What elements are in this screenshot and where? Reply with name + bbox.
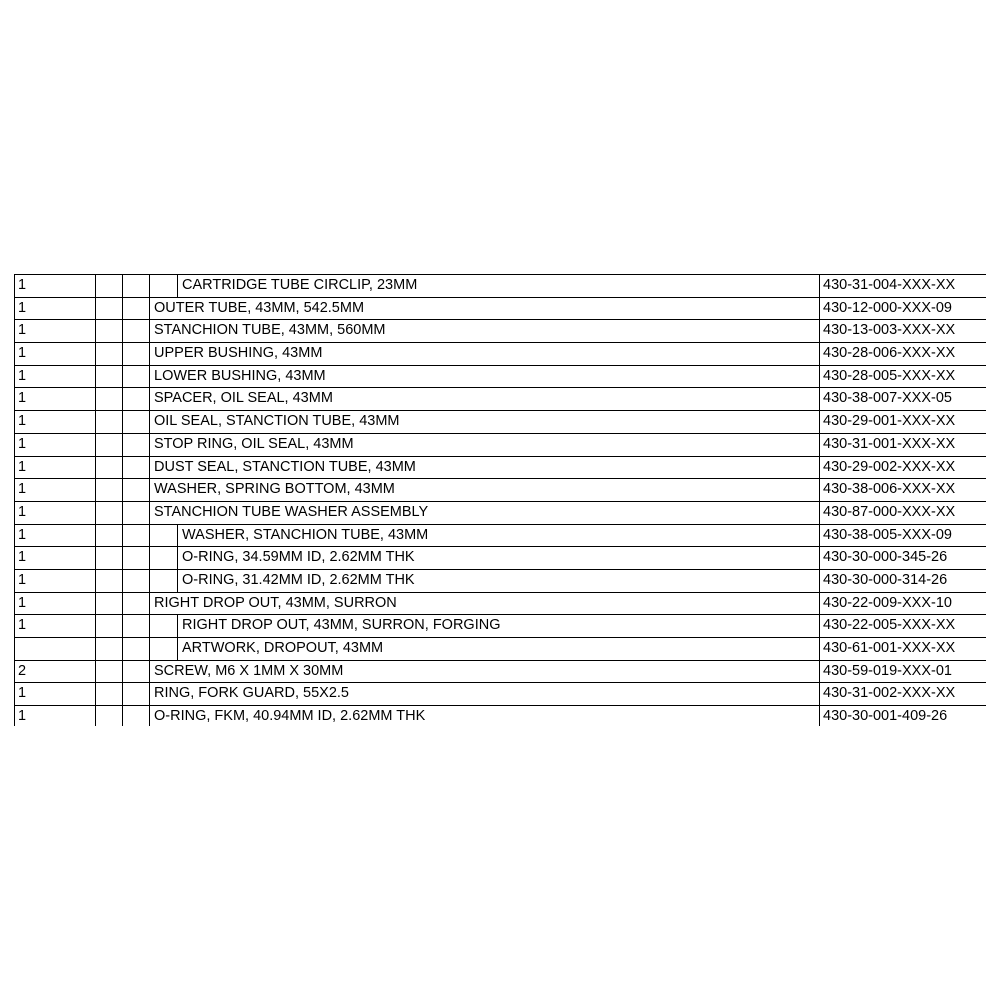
description-cell: O-RING, 31.42MM ID, 2.62MM THK — [149, 570, 819, 592]
qty-cell: 1 — [14, 525, 95, 547]
description-cell: ARTWORK, DROPOUT, 43MM — [149, 638, 819, 660]
level-cell — [122, 570, 149, 592]
qty-cell: 1 — [14, 706, 95, 726]
description-cell: SCREW, M6 X 1MM X 30MM — [149, 661, 819, 683]
level-cell — [122, 547, 149, 569]
qty-cell: 1 — [14, 547, 95, 569]
level-cell — [122, 683, 149, 705]
table-row — [14, 614, 986, 637]
part-number-cell: 430-28-006-XXX-XX — [819, 343, 986, 365]
qty-cell: 1 — [14, 683, 95, 705]
description-cell: RIGHT DROP OUT, 43MM, SURRON, FORGING — [149, 615, 819, 637]
qty-cell: 1 — [14, 411, 95, 433]
qty-cell: 1 — [14, 366, 95, 388]
part-number-cell: 430-38-006-XXX-XX — [819, 479, 986, 501]
table-row — [14, 524, 986, 547]
part-number-cell: 430-31-001-XXX-XX — [819, 434, 986, 456]
part-number-cell: 430-13-003-XXX-XX — [819, 320, 986, 342]
qty-cell: 1 — [14, 502, 95, 524]
description-cell: UPPER BUSHING, 43MM — [149, 343, 819, 365]
level-cell — [122, 298, 149, 320]
part-number-cell: 430-22-009-XXX-10 — [819, 593, 986, 615]
part-number-cell: 430-31-002-XXX-XX — [819, 683, 986, 705]
level-cell — [95, 298, 122, 320]
level-cell — [122, 434, 149, 456]
description-cell: STOP RING, OIL SEAL, 43MM — [149, 434, 819, 456]
level-cell — [122, 388, 149, 410]
level-cell — [122, 457, 149, 479]
description-cell: O-RING, FKM, 40.94MM ID, 2.62MM THK — [149, 706, 819, 726]
description-cell: RING, FORK GUARD, 55X2.5 — [149, 683, 819, 705]
table-row — [14, 410, 986, 433]
level-cell — [95, 320, 122, 342]
table-row — [14, 569, 986, 592]
level-cell — [122, 615, 149, 637]
level-cell — [122, 502, 149, 524]
table-row — [14, 546, 986, 569]
description-cell: OUTER TUBE, 43MM, 542.5MM — [149, 298, 819, 320]
qty-cell: 1 — [14, 479, 95, 501]
qty-cell: 1 — [14, 593, 95, 615]
level-cell — [95, 683, 122, 705]
table-row — [14, 682, 986, 705]
description-cell: STANCHION TUBE WASHER ASSEMBLY — [149, 502, 819, 524]
qty-cell: 1 — [14, 275, 95, 297]
description-cell: O-RING, 34.59MM ID, 2.62MM THK — [149, 547, 819, 569]
qty-cell: 2 — [14, 661, 95, 683]
description-cell: OIL SEAL, STANCTION TUBE, 43MM — [149, 411, 819, 433]
table-row — [14, 387, 986, 410]
part-number-cell: 430-30-000-314-26 — [819, 570, 986, 592]
part-number-cell: 430-38-005-XXX-09 — [819, 525, 986, 547]
description-cell: RIGHT DROP OUT, 43MM, SURRON — [149, 593, 819, 615]
description-cell: CARTRIDGE TUBE CIRCLIP, 23MM — [149, 275, 819, 297]
indent-divider — [177, 275, 178, 297]
indent-divider — [177, 547, 178, 569]
part-number-cell: 430-61-001-XXX-XX — [819, 638, 986, 660]
description-cell: SPACER, OIL SEAL, 43MM — [149, 388, 819, 410]
part-number-cell: 430-22-005-XXX-XX — [819, 615, 986, 637]
indent-divider — [177, 570, 178, 592]
description-cell: WASHER, STANCHION TUBE, 43MM — [149, 525, 819, 547]
qty-cell: 1 — [14, 298, 95, 320]
indent-divider — [177, 525, 178, 547]
level-cell — [122, 638, 149, 660]
part-number-cell: 430-38-007-XXX-05 — [819, 388, 986, 410]
part-number-cell: 430-30-000-345-26 — [819, 547, 986, 569]
level-cell — [95, 570, 122, 592]
level-cell — [95, 593, 122, 615]
parts-list-table — [14, 274, 986, 726]
indent-divider — [177, 615, 178, 637]
table-row — [14, 660, 986, 683]
qty-cell: 1 — [14, 615, 95, 637]
level-cell — [95, 638, 122, 660]
level-cell — [122, 593, 149, 615]
level-cell — [122, 366, 149, 388]
level-cell — [122, 479, 149, 501]
table-row — [14, 365, 986, 388]
qty-cell: 1 — [14, 457, 95, 479]
qty-cell: 1 — [14, 570, 95, 592]
level-cell — [95, 457, 122, 479]
table-row — [14, 637, 986, 660]
description-cell: STANCHION TUBE, 43MM, 560MM — [149, 320, 819, 342]
level-cell — [122, 343, 149, 365]
table-row — [14, 342, 986, 365]
level-cell — [95, 366, 122, 388]
level-cell — [122, 275, 149, 297]
level-cell — [95, 525, 122, 547]
level-cell — [95, 479, 122, 501]
level-cell — [95, 434, 122, 456]
part-number-cell: 430-59-019-XXX-01 — [819, 661, 986, 683]
level-cell — [122, 320, 149, 342]
table-row — [14, 433, 986, 456]
level-cell — [95, 547, 122, 569]
table-row — [14, 592, 986, 615]
level-cell — [95, 275, 122, 297]
qty-cell: 1 — [14, 434, 95, 456]
description-cell: LOWER BUSHING, 43MM — [149, 366, 819, 388]
qty-cell: 1 — [14, 320, 95, 342]
level-cell — [95, 661, 122, 683]
level-cell — [95, 388, 122, 410]
table-row — [14, 501, 986, 524]
level-cell — [122, 661, 149, 683]
part-number-cell: 430-12-000-XXX-09 — [819, 298, 986, 320]
level-cell — [95, 411, 122, 433]
level-cell — [95, 343, 122, 365]
indent-divider — [177, 638, 178, 660]
qty-cell — [14, 638, 95, 660]
table-row — [14, 478, 986, 501]
level-cell — [95, 615, 122, 637]
part-number-cell: 430-29-001-XXX-XX — [819, 411, 986, 433]
table-row — [14, 297, 986, 320]
table-row — [14, 456, 986, 479]
part-number-cell: 430-30-001-409-26 — [819, 706, 986, 726]
level-cell — [122, 525, 149, 547]
level-cell — [95, 502, 122, 524]
qty-cell: 1 — [14, 388, 95, 410]
part-number-cell: 430-31-004-XXX-XX — [819, 275, 986, 297]
qty-cell: 1 — [14, 343, 95, 365]
part-number-cell: 430-29-002-XXX-XX — [819, 457, 986, 479]
description-cell: DUST SEAL, STANCTION TUBE, 43MM — [149, 457, 819, 479]
table-row — [14, 705, 986, 726]
level-cell — [95, 706, 122, 726]
table-row — [14, 319, 986, 342]
part-number-cell: 430-28-005-XXX-XX — [819, 366, 986, 388]
part-number-cell: 430-87-000-XXX-XX — [819, 502, 986, 524]
level-cell — [122, 706, 149, 726]
table-row — [14, 274, 986, 297]
level-cell — [122, 411, 149, 433]
description-cell: WASHER, SPRING BOTTOM, 43MM — [149, 479, 819, 501]
